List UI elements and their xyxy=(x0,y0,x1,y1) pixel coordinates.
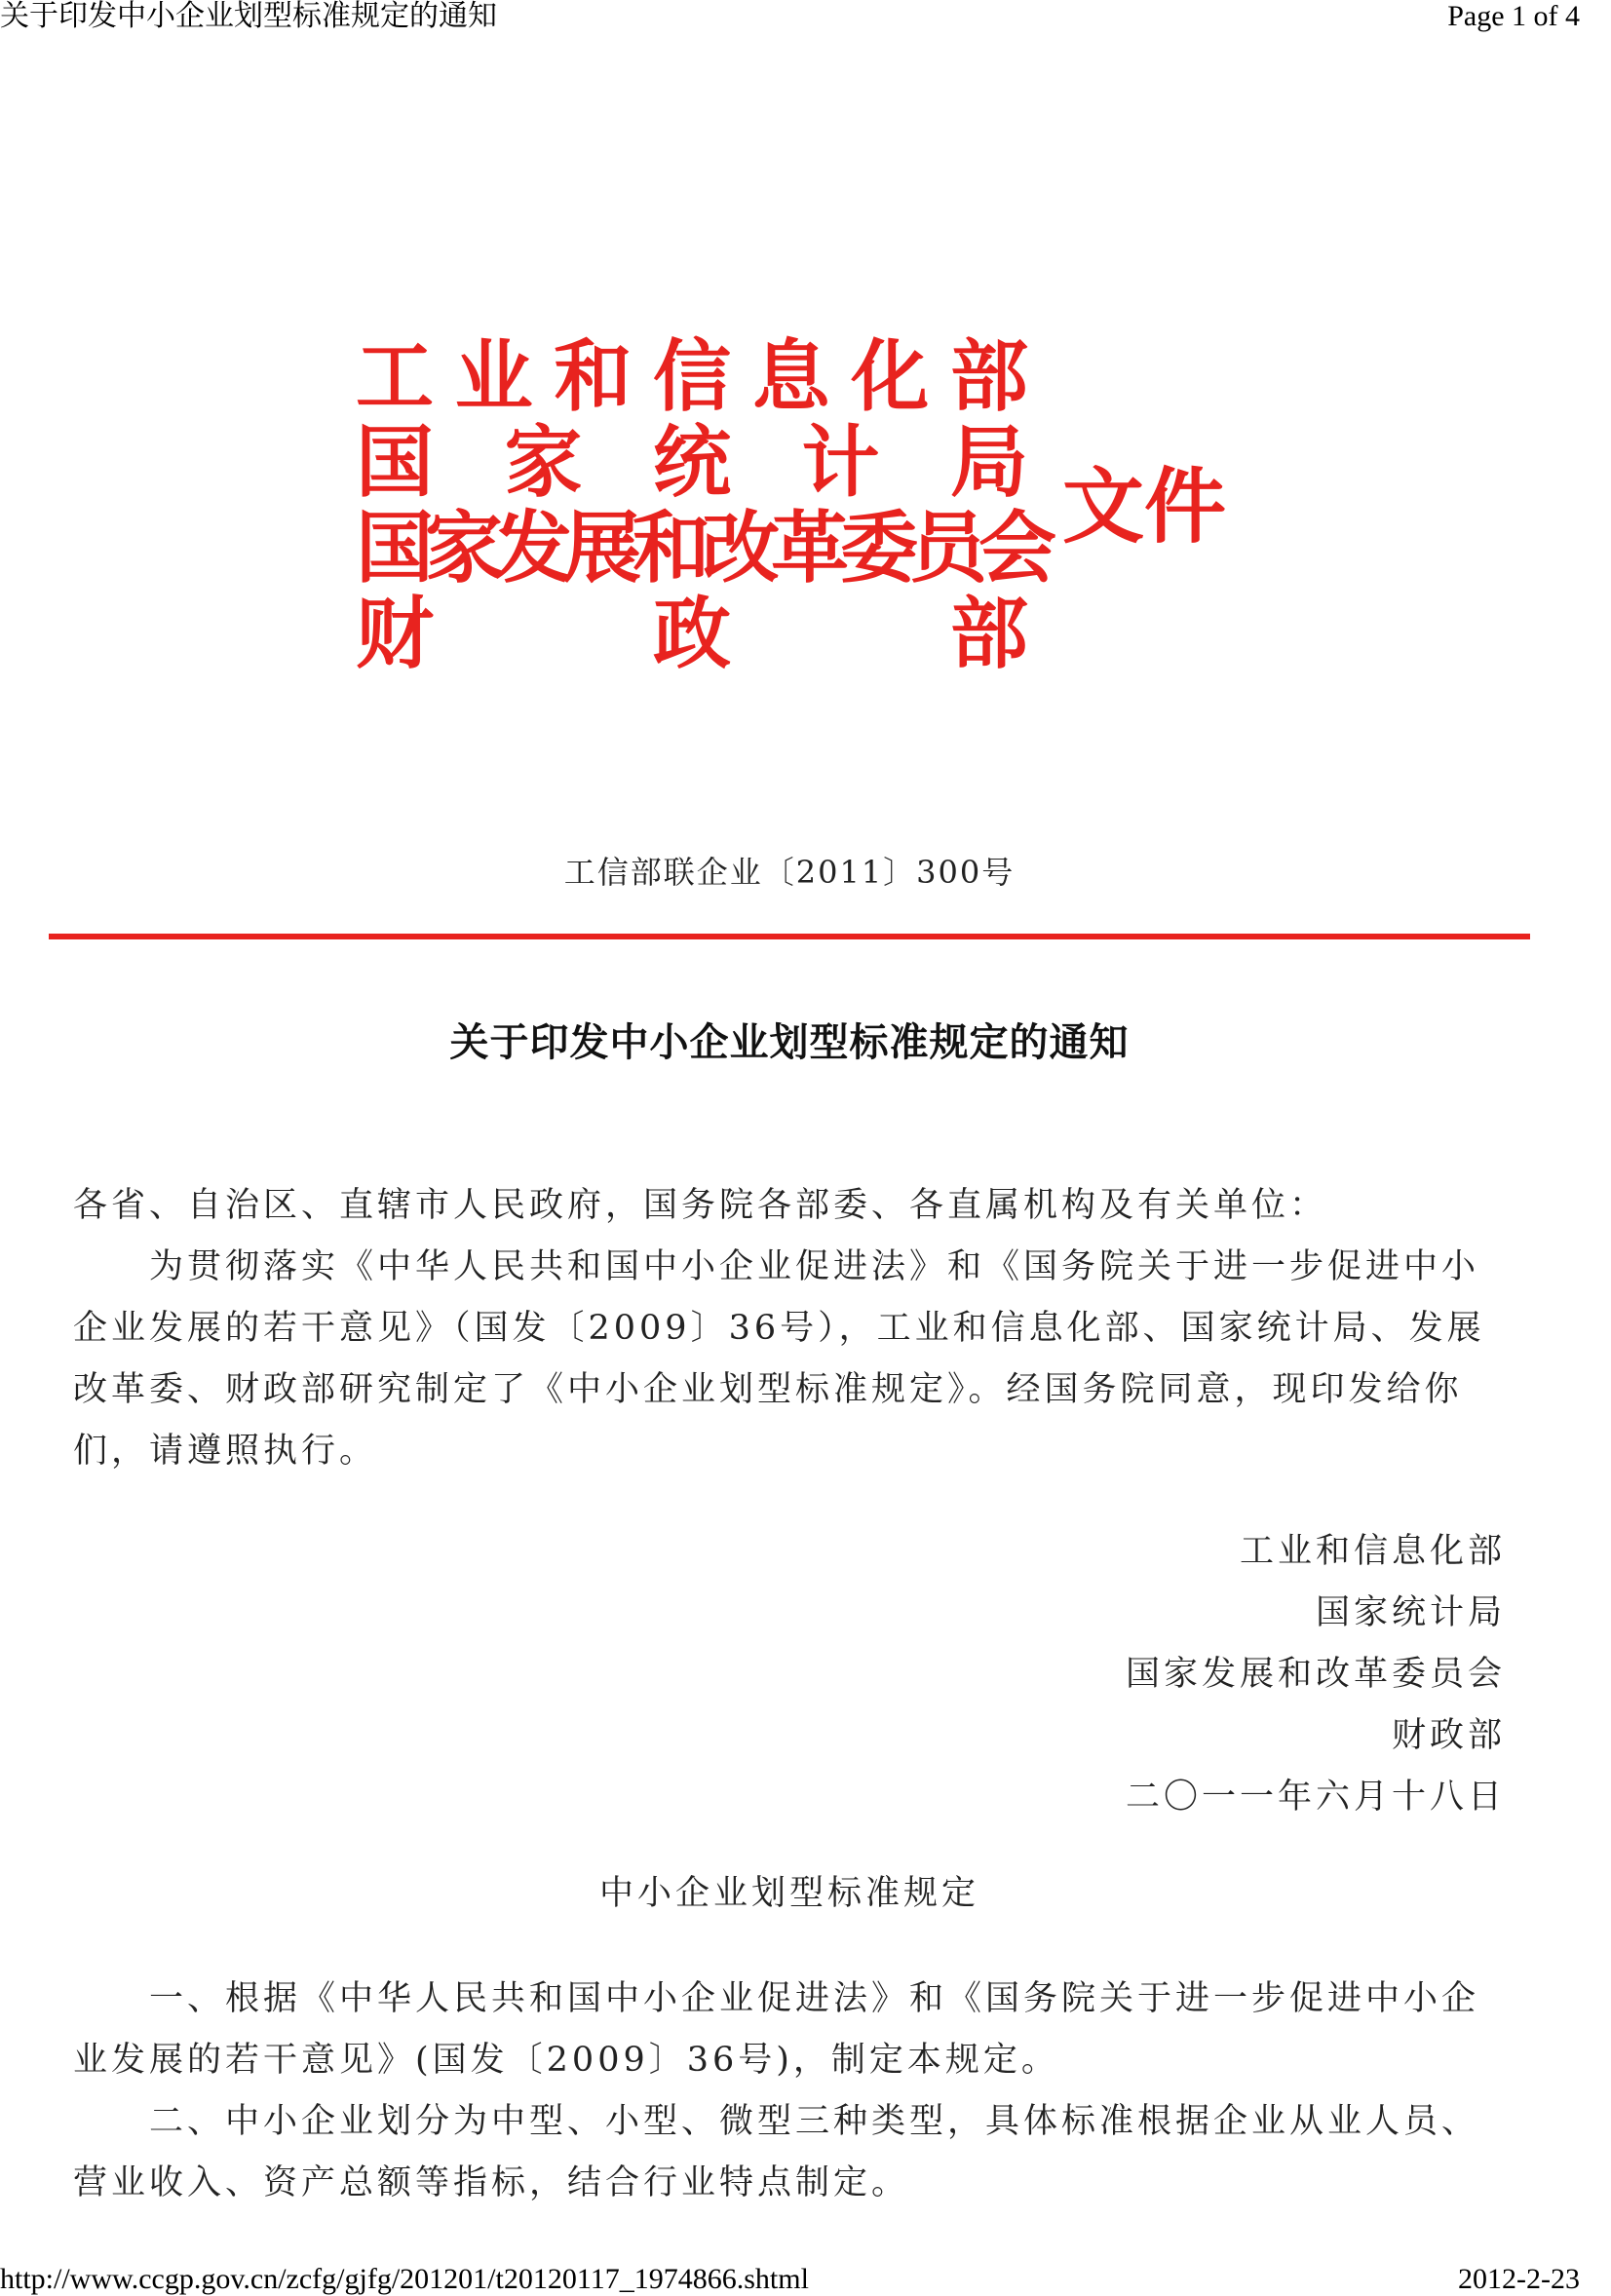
letterhead-document-suffix: 文件 xyxy=(1062,459,1227,555)
signatory-miit: 工业和信息化部 xyxy=(1239,1532,1506,1571)
print-footer-date: 2012-2-23 xyxy=(1458,2263,1580,2295)
signatory-ndrc: 国家发展和改革委员会 xyxy=(1125,1655,1506,1694)
salutation: 各省、自治区、直辖市人民政府，国务院各部委、各直属机构及有关单位： xyxy=(73,1186,1328,1225)
signing-date: 二〇一一年六月十八日 xyxy=(1125,1778,1506,1817)
intro-paragraph: 为贯彻落实《中华人民共和国中小企业促进法》和《国务院关于进一步促进中小企业发展的若干意见》（国发〔2009〕36号），工业和信息化部、国家统计局、发展改革委、财政部研究制定了《中小企业划型标准规定》。经国务院同意，现印发给你们，请遵照执行。 xyxy=(73,1247,1485,1471)
regulation-article: 二、中小企业划分为中型、小型、微型三种类型，具体标准根据企业从业人员、营业收入、资产总额等指标，结合行业特点制定。 xyxy=(73,2102,1480,2202)
print-header-page-indicator: Page 1 of 4 xyxy=(1447,0,1580,32)
signatory-nbs: 国家统计局 xyxy=(1315,1593,1506,1632)
letterhead-agency-mof: 财 政 部 xyxy=(356,589,1028,679)
document-number: 工信部联企业〔2011〕300号 xyxy=(563,854,1016,891)
letterhead-agency-nbs: 国 家 统 计 局 xyxy=(356,417,1028,508)
print-header-title: 关于印发中小企业划型标准规定的通知 xyxy=(0,0,497,32)
print-footer-url: http://www.ccgp.gov.cn/zcfg/gjfg/201201/t20120117_1974866.shtml xyxy=(0,2263,809,2295)
regulation-title: 中小企业划型标准规定 xyxy=(598,1874,979,1913)
red-divider-line xyxy=(49,934,1530,939)
regulation-article: 一、根据《中华人民共和国中小企业促进法》和《国务院关于进一步促进中小企业发展的若干意见》(国发〔2009〕36号)，制定本规定。 xyxy=(73,1979,1480,2080)
regulation-articles xyxy=(73,1969,1496,2214)
document-title: 关于印发中小企业划型标准规定的通知 xyxy=(449,1020,1130,1065)
document-body xyxy=(73,1175,1496,1482)
letterhead-agency-ndrc: 国家发展和改革委员会 xyxy=(356,503,1048,593)
signatory-mof: 财政部 xyxy=(1391,1716,1506,1755)
letterhead-agency-miit: 工 业 和 信 息 化 部 xyxy=(356,331,1028,422)
